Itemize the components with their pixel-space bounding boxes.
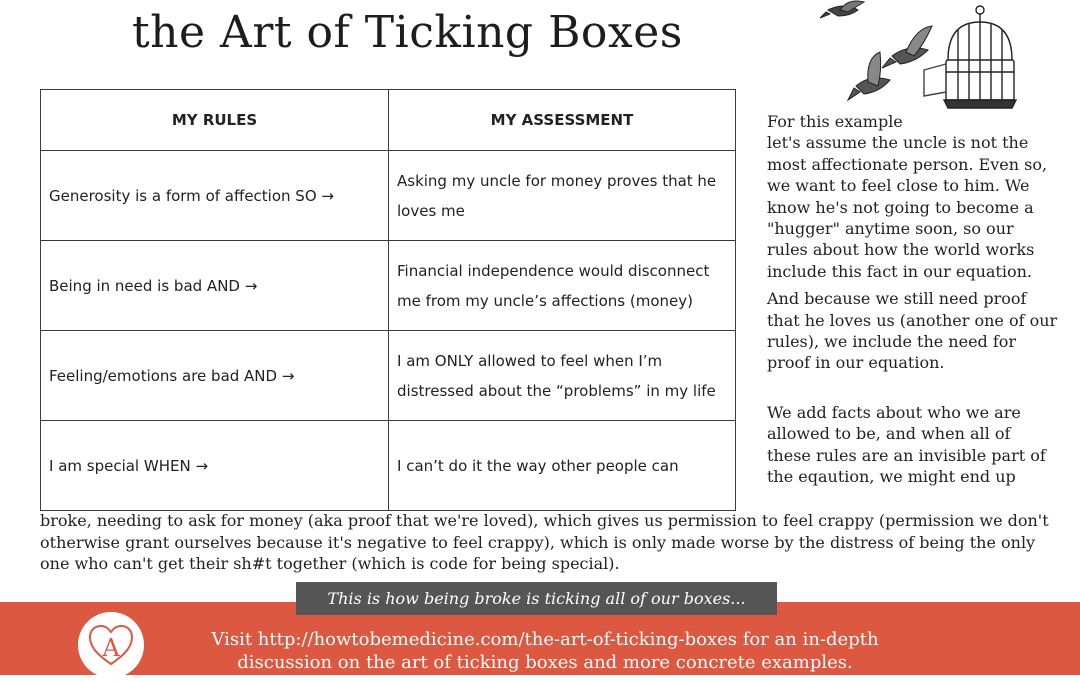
logo [78, 612, 144, 678]
sidebar-paragraph-body: let's assume the uncle is not the most affectionate person. Even so, we want to feel close to him. We know he's not going to become a "hugger" anytime soon, so our rules about how the world works include this fact in our equation. [767, 133, 1048, 281]
table-row [41, 151, 736, 241]
rule-cell: Feeling/emotions are bad AND → [41, 331, 389, 421]
logo-letter: A [102, 634, 120, 662]
bird-icon [848, 52, 890, 100]
table-header-row [41, 90, 736, 151]
rule-cell: I am special WHEN → [41, 421, 389, 511]
assessment-cell: I am ONLY allowed to feel when I’m distressed about the “problems” in my life [389, 331, 736, 421]
visit-link-text[interactable]: Visit http://howtobemedicine.com/the-art-of-ticking-boxes for an in-depth discussion on the art of ticking boxes and more concrete examples. [211, 629, 879, 673]
bird-icon [820, 1, 864, 18]
assessment-cell: Asking my uncle for money proves that he loves me [389, 151, 736, 241]
sidebar-paragraph [767, 111, 1059, 282]
bird-icon [882, 26, 932, 68]
table-row [41, 421, 736, 511]
assessment-cell: I can’t do it the way other people can [389, 421, 736, 511]
rule-cell: Being in need is bad AND → [41, 241, 389, 331]
sidebar-paragraph-lead: For this example [767, 112, 903, 131]
heart-logo-icon [78, 612, 144, 678]
page-title: the Art of Ticking Boxes [132, 7, 683, 58]
assessment-cell: Financial independence would disconnect me from my uncle’s affections (money) [389, 241, 736, 331]
birds-and-cage-illustration [820, 0, 1060, 118]
sidebar-paragraph: And because we still need proof that he loves us (another one of our rules), we include the need for proof in our equation. [767, 289, 1058, 373]
sidebar-paragraph: We add facts about who we are allowed to be, and when all of these rules are an invisible part of the eqaution, we might end up [767, 402, 1046, 487]
rule-cell: Generosity is a form of affection SO → [41, 151, 389, 241]
tagline-strip: This is how being broke is ticking all of our boxes... [296, 582, 777, 615]
column-header-assessment: MY ASSESSMENT [389, 90, 736, 151]
rules-table [40, 89, 736, 511]
table-row [41, 241, 736, 331]
table-row [41, 331, 736, 421]
sidebar-text [767, 111, 1059, 494]
column-header-rules: MY RULES [41, 90, 389, 151]
continuation-paragraph: broke, needing to ask for money (aka proof that we're loved), which gives us permission to feel crappy (permission we don't otherwise grant ourselves because it's negative to feel crappy), which is only made worse by the distress of being the only one who can't get their sh#t together (which is code for being special). [40, 511, 1049, 573]
birdcage-icon [924, 6, 1016, 108]
